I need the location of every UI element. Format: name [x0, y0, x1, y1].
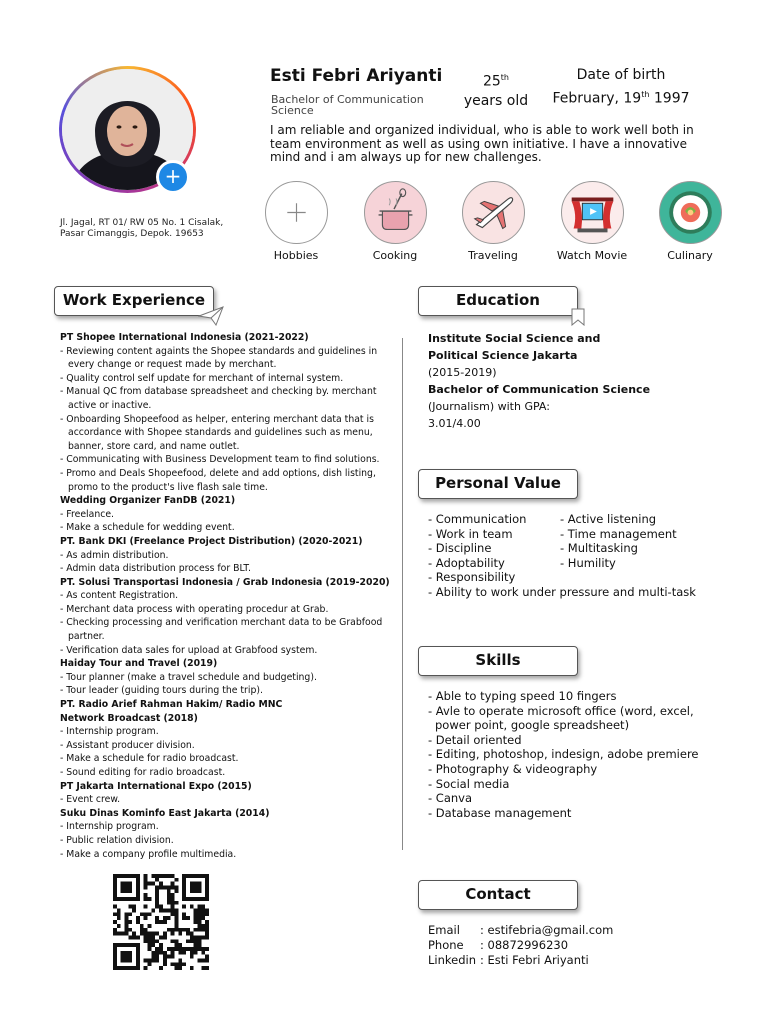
skill-item: - Able to typing speed 10 fingers — [428, 689, 617, 703]
work-item: - Onboarding Shopeefood as helper, entering merchant data that is accordance with Shopee standards and guidelines such as menu, banner, store card, and name outlet. — [60, 413, 374, 452]
column-divider — [402, 338, 403, 850]
work-entry — [60, 535, 395, 576]
education-major: (Journalism) with GPA: — [428, 400, 550, 413]
school-name-line1: Institute Social Science and — [428, 332, 601, 345]
work-item: - Freelance. — [60, 508, 114, 520]
work-item: - Make a schedule for wedding event. — [60, 522, 235, 534]
date-of-birth — [550, 66, 692, 109]
bookmark-icon — [570, 308, 586, 326]
degree-title: Bachelor of Communication Science — [271, 93, 424, 117]
education-heading: Education — [418, 286, 578, 316]
education-details — [428, 330, 708, 432]
work-experience-list — [60, 331, 395, 861]
hobby-traveling — [453, 181, 533, 262]
work-item: - Tour planner (make a travel schedule and budgeting). — [60, 671, 317, 683]
add-photo-button[interactable]: + — [156, 160, 190, 194]
education-degree: Bachelor of Communication Science — [428, 383, 651, 396]
company-name: PT. Radio Arief Rahman Hakim/ Radio MNC Network Broadcast (2018) — [60, 699, 283, 724]
work-item: - Make a company profile multimedia. — [60, 848, 237, 860]
skill-item: - Detail oriented — [428, 732, 522, 747]
work-entry — [60, 576, 395, 658]
company-name: PT Jakarta International Expo (2015) — [60, 780, 252, 792]
work-item: - Checking processing and verification merchant data to be Grabfood partner. — [60, 617, 383, 643]
education-years: (2015-2019) — [428, 366, 497, 379]
work-entry — [60, 657, 395, 698]
dob-day: February, 19 — [552, 90, 642, 107]
value-item: - Active listening — [560, 512, 657, 526]
work-experience-heading: Work Experience — [54, 286, 214, 316]
sushi-icon — [659, 181, 722, 244]
value-item: - Ability to work under pressure and multi-task — [428, 584, 696, 599]
company-name: Haiday Tour and Travel (2019) — [60, 658, 218, 670]
dob-suffix: th — [641, 90, 650, 99]
skill-item: - Photography & videography — [428, 761, 598, 776]
skill-item: - Database management — [428, 805, 572, 820]
work-item: - Make a schedule for radio broadcast. — [60, 753, 239, 765]
contact-key: Email — [428, 923, 460, 937]
work-item: - Internship program. — [60, 821, 159, 833]
email-link[interactable]: : estifebria@gmail.com — [480, 923, 614, 937]
work-item: - Event crew. — [60, 794, 121, 806]
work-item: - Sound editing for radio broadcast. — [60, 767, 226, 778]
education-gpa: 3.01/4.00 — [428, 417, 481, 430]
work-item: - As admin distribution. — [60, 549, 169, 561]
work-item: - Public relation division. — [60, 834, 174, 846]
work-item: - Merchant data process with operating procedur at Grab. — [60, 603, 329, 615]
work-item: - As content Registration. — [60, 590, 179, 602]
contact-heading: Contact — [418, 880, 578, 910]
age-label: years old — [463, 92, 529, 109]
work-item: - Verification data sales for upload at Grabfood system. — [60, 644, 318, 656]
qr-code[interactable] — [112, 874, 210, 970]
age — [456, 68, 536, 111]
company-name: PT. Bank DKI (Freelance Project Distribution) (2020-2021) — [60, 535, 363, 547]
work-item: - Admin data distribution process for BLT. — [60, 563, 251, 575]
company-name: PT Shopee International Indonesia (2021-2022) — [60, 332, 309, 343]
hobby-label: Traveling — [468, 249, 518, 262]
value-item: - Multitasking — [560, 541, 638, 555]
age-suffix: th — [500, 73, 510, 82]
contact-key: Phone — [428, 938, 464, 952]
hobby-culinary — [650, 181, 730, 262]
work-item: - Reviewing content againts the Shopee standards and guidelines in every change or request made by merchant. — [60, 345, 378, 371]
company-name: PT. Solusi Transportasi Indonesia / Grab Indonesia (2019-2020) — [60, 576, 390, 588]
personal-value-heading: Personal Value — [418, 469, 578, 499]
work-entry — [60, 494, 395, 535]
work-item: - Manual QC from database spreadsheet and checking by. merchant active or inactive. — [60, 386, 377, 411]
skill-item: - Editing, photoshop, indesign, adobe premiere — [428, 747, 699, 762]
dob-label: Date of birth — [576, 67, 666, 83]
skill-item: - Social media — [428, 776, 510, 791]
work-entry — [60, 331, 395, 494]
movie-screen-icon — [561, 181, 624, 244]
cooking-pot-icon — [364, 181, 427, 244]
contact-key: Linkedin — [428, 953, 476, 967]
airplane-icon — [462, 181, 525, 244]
work-item: - Assistant producer division. — [60, 739, 195, 751]
value-item: - Humility — [560, 555, 616, 570]
work-item: - Internship program. — [60, 726, 159, 738]
work-item: - Tour leader (guiding tours during the trip). — [60, 685, 263, 697]
hobby-cooking — [355, 181, 435, 262]
linkedin-link[interactable]: : Esti Febri Ariyanti — [480, 953, 589, 967]
hobby-hobbies — [256, 181, 336, 262]
age-number: 25 — [482, 73, 501, 90]
address: Jl. Jagal, RT 01/ RW 05 No. 1 Cisalak, Pasar Cimanggis, Depok. 19653 — [60, 218, 224, 239]
plus-icon — [265, 181, 328, 244]
skill-item: - Avle to operate microsoft office (word, excel, power point, google spreadsheet) — [428, 703, 694, 733]
value-item: - Responsibility — [428, 570, 516, 584]
work-entry — [60, 807, 395, 861]
phone-value[interactable]: : 08872996230 — [480, 938, 569, 952]
value-item: - Work in team — [428, 526, 513, 541]
work-entry — [60, 698, 395, 780]
hobby-label: Cooking — [372, 249, 418, 262]
contact-email — [428, 923, 613, 938]
hobby-label: Hobbies — [273, 249, 319, 262]
skill-item: - Canva — [428, 791, 473, 806]
full-name: Esti Febri Ariyanti — [270, 66, 443, 86]
value-item: - Communication — [428, 512, 527, 526]
hobby-watch-movie — [552, 181, 632, 262]
hobby-label: Watch Movie — [556, 249, 628, 262]
dob-year: 1997 — [649, 90, 690, 107]
personal-values-right — [560, 512, 710, 570]
work-item: - Promo and Deals Shopeefood, delete and add options, dish listing, promo to the product's live flash sale time. — [60, 467, 376, 493]
school-name-line2: Political Science Jakarta — [428, 349, 578, 362]
value-item: - Time management — [560, 526, 677, 541]
company-name: Suku Dinas Kominfo East Jakarta (2014) — [60, 807, 270, 819]
paper-plane-icon — [198, 306, 224, 326]
profile-summary: I am reliable and organized individual, who is able to work well both in team environment as well as using own initiative. I have a innovative mind and i am always up for new challenges. — [270, 123, 694, 164]
contact-phone — [428, 938, 613, 953]
value-item: - Discipline — [428, 541, 492, 555]
value-item: - Adoptability — [428, 555, 505, 570]
skills-heading: Skills — [418, 646, 578, 676]
company-name: Wedding Organizer FanDB (2021) — [60, 495, 236, 507]
skills-list — [428, 689, 708, 820]
work-item: - Quality control self update for merchant of internal system. — [60, 372, 344, 384]
contact-details — [428, 923, 613, 968]
hobby-label: Culinary — [667, 249, 713, 262]
contact-linkedin — [428, 953, 613, 968]
work-item: - Communicating with Business Development team to find solutions. — [60, 454, 380, 466]
work-entry — [60, 780, 395, 807]
